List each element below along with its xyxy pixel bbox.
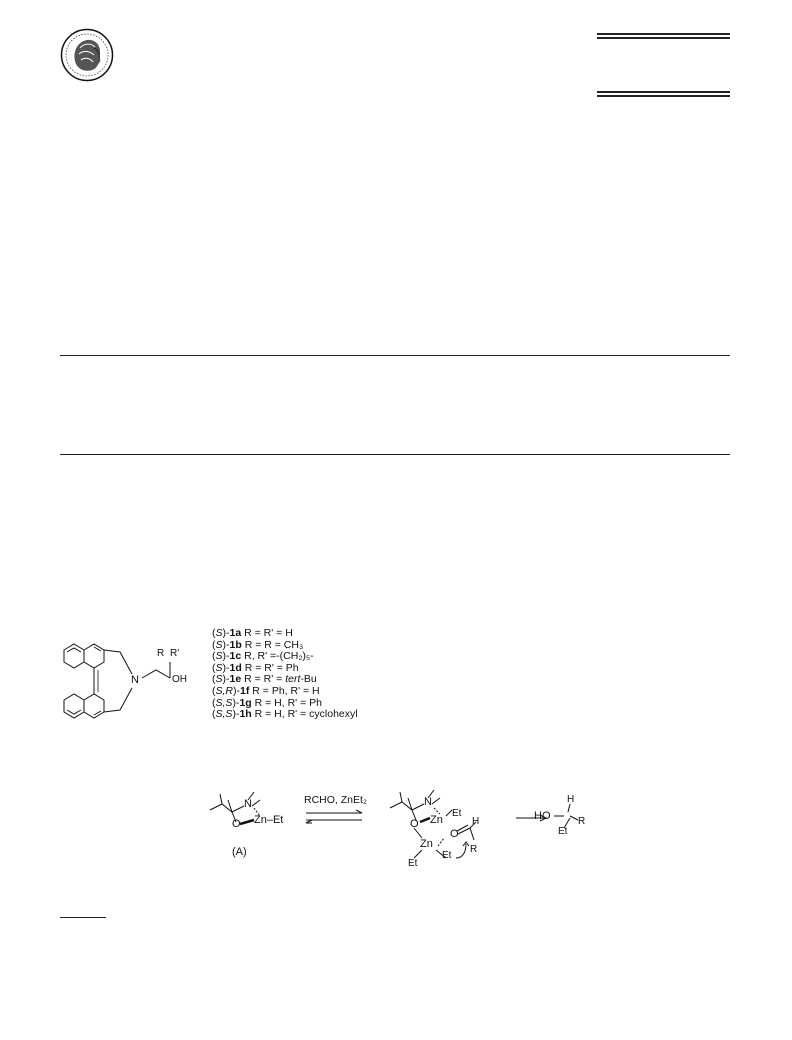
- abstract-rule-bottom: [60, 454, 730, 455]
- int-zn-bottom: Zn: [420, 838, 433, 850]
- int-et-top: Et: [452, 808, 462, 819]
- structure-label-oh: OH: [172, 674, 187, 685]
- product-ho: HO: [534, 810, 551, 822]
- naphthyl-ring-4: [84, 694, 104, 718]
- compound-1h: (S,S)-1h R = H, R' = cyclohexyl: [212, 708, 358, 721]
- compound-1f: (S,R)-1f R = Ph, R' = H: [212, 684, 320, 697]
- product-r: R: [578, 816, 586, 827]
- compound-1b: (S)-1b R = R = CH₃: [212, 638, 304, 651]
- naphthyl-ring-2: [84, 644, 104, 668]
- abstract-rule-top: [60, 355, 730, 356]
- header-rule-top-2: [597, 37, 730, 39]
- compound-1c: (S)-1c R, R' =-(CH₂)₅-: [212, 650, 314, 663]
- int-et-bottom: Et: [442, 850, 452, 861]
- compound-1a: (S)-1a R = R' = H: [212, 627, 293, 639]
- species-a-o: O: [232, 818, 241, 830]
- species-a-label: (A): [232, 846, 247, 858]
- species-a-zn-et: Zn–Et: [254, 814, 284, 826]
- header-rule-top: [597, 33, 730, 35]
- reaction-scheme: [200, 786, 600, 876]
- reagent-label: RCHO, ZnEt₂: [304, 794, 367, 806]
- int-et-left: Et: [408, 858, 418, 869]
- species-a-n: N: [244, 798, 252, 810]
- int-o: O: [410, 818, 419, 830]
- int-r: R: [470, 844, 478, 855]
- product-h: H: [567, 794, 575, 805]
- structure-label-r-prime: R': [170, 648, 180, 659]
- structure-label-r: R: [157, 648, 165, 659]
- product-et: Et: [558, 826, 568, 837]
- int-zn-top: Zn: [430, 814, 443, 826]
- structure-label-n: N: [131, 674, 139, 686]
- footnote-rule: [60, 917, 106, 918]
- compound-list: [212, 628, 358, 721]
- compound-1d: (S)-1d R = R' = Ph: [212, 661, 299, 674]
- header-rule-bottom: [597, 91, 730, 93]
- int-h: H: [472, 816, 480, 827]
- int-carbonyl-o: O: [450, 828, 459, 840]
- compound-1g: (S,S)-1g R = H, R' = Ph: [212, 696, 322, 709]
- int-n: N: [424, 796, 432, 808]
- ligand-structure: [58, 622, 198, 727]
- institution-logo: [60, 28, 114, 82]
- species-a-skeleton: [210, 804, 244, 812]
- compound-1e: (S)-1e R = R' = tert-Bu: [212, 673, 317, 686]
- header-rule-bottom-2: [597, 95, 730, 97]
